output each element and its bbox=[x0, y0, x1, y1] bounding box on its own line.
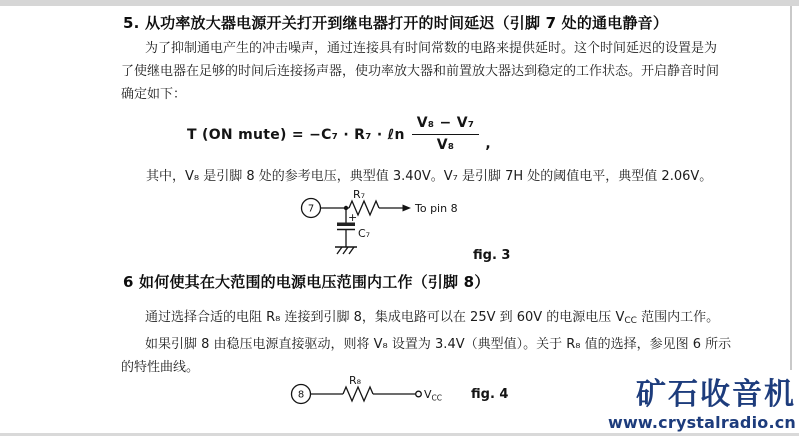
formula-comma: , bbox=[485, 136, 491, 152]
paragraph-line: 为了抑制通电产生的冲击噪声，通过连接具有时间常数的电路来提供延时。这个时间延迟的设置是为 bbox=[145, 41, 718, 56]
ground-symbol bbox=[335, 247, 357, 254]
vcc-label bbox=[424, 388, 442, 403]
section5-paragraph bbox=[121, 37, 719, 106]
section6-heading: 6 如何使其在大范围的电源电压范围内工作（引脚 8） bbox=[123, 273, 490, 291]
vcc-label bbox=[615, 310, 636, 325]
paragraph-line: 的特性曲线。 bbox=[121, 360, 200, 375]
wire-arrowhead bbox=[403, 205, 412, 212]
to-pin8-label: To pin 8 bbox=[415, 202, 458, 215]
junction-dot bbox=[344, 206, 348, 210]
pin7-label: 7 bbox=[307, 203, 315, 215]
mute-time-formula bbox=[187, 115, 491, 154]
fig3-circuit-diagram bbox=[285, 190, 525, 272]
vcc-subscript: CC bbox=[624, 316, 637, 326]
vcc-subscript: CC bbox=[431, 393, 443, 403]
watermark-site-url: www.crystalradio.cn bbox=[607, 413, 796, 432]
formula-denominator: V₈ bbox=[412, 134, 480, 154]
watermark-badge bbox=[607, 377, 796, 432]
paragraph-text: 通过选择合适的电阻 R₈ 连接到引脚 8，集成电路可以在 25V 到 60V 的电源电压 bbox=[145, 310, 616, 325]
paragraph-line: 如果引脚 8 由稳压电源直接驱动，则将 V₈ 设置为 3.4V（典型值）。关于 R₈ 值的选择，参见图 6 所示 bbox=[145, 337, 732, 352]
section5-heading: 5. 从功率放大器电源开关打开到继电器打开的时间延迟（引脚 7 处的通电静音） bbox=[123, 14, 669, 32]
page-right-edge-line bbox=[790, 6, 792, 370]
resistor-r8-symbol bbox=[343, 387, 373, 401]
pin8-label: 8 bbox=[297, 389, 305, 401]
fig3-caption: fig. 3 bbox=[473, 248, 511, 263]
vcc-terminal bbox=[416, 391, 422, 397]
section6-paragraph bbox=[121, 306, 731, 379]
section5-note: 其中，V₈ 是引脚 8 处的参考电压，典型值 3.40V。V₇ 是引脚 7H 处的阈值电平，典型值 2.06V。 bbox=[146, 169, 713, 184]
vcc-main: V bbox=[615, 310, 625, 325]
formula-numerator: V₈ − V₇ bbox=[416, 115, 475, 131]
fig4-circuit-diagram bbox=[285, 372, 525, 416]
fig4-caption: fig. 4 bbox=[471, 387, 509, 402]
page-top-border bbox=[0, 0, 799, 6]
paragraph-text: 范围内工作。 bbox=[636, 310, 720, 325]
c7-label: C₇ bbox=[358, 227, 371, 240]
r8-label: R₈ bbox=[349, 374, 362, 387]
watermark-site-name: 矿石收音机 bbox=[636, 377, 796, 412]
paragraph-line: 确定如下： bbox=[121, 87, 187, 102]
formula-fraction bbox=[412, 115, 480, 154]
paragraph-line: 了使继电器在足够的时间后连接扬声器，使功率放大器和前置放大器达到稳定的工作状态。开启静音时间 bbox=[121, 64, 720, 79]
capacitor-plus-sign: + bbox=[348, 211, 358, 224]
formula-lhs: T (ON mute) = −C₇ · R₇ · ℓn bbox=[187, 126, 405, 143]
paragraph-line bbox=[121, 306, 731, 333]
r7-label: R₇ bbox=[353, 190, 366, 201]
vcc-main: V bbox=[424, 388, 432, 401]
